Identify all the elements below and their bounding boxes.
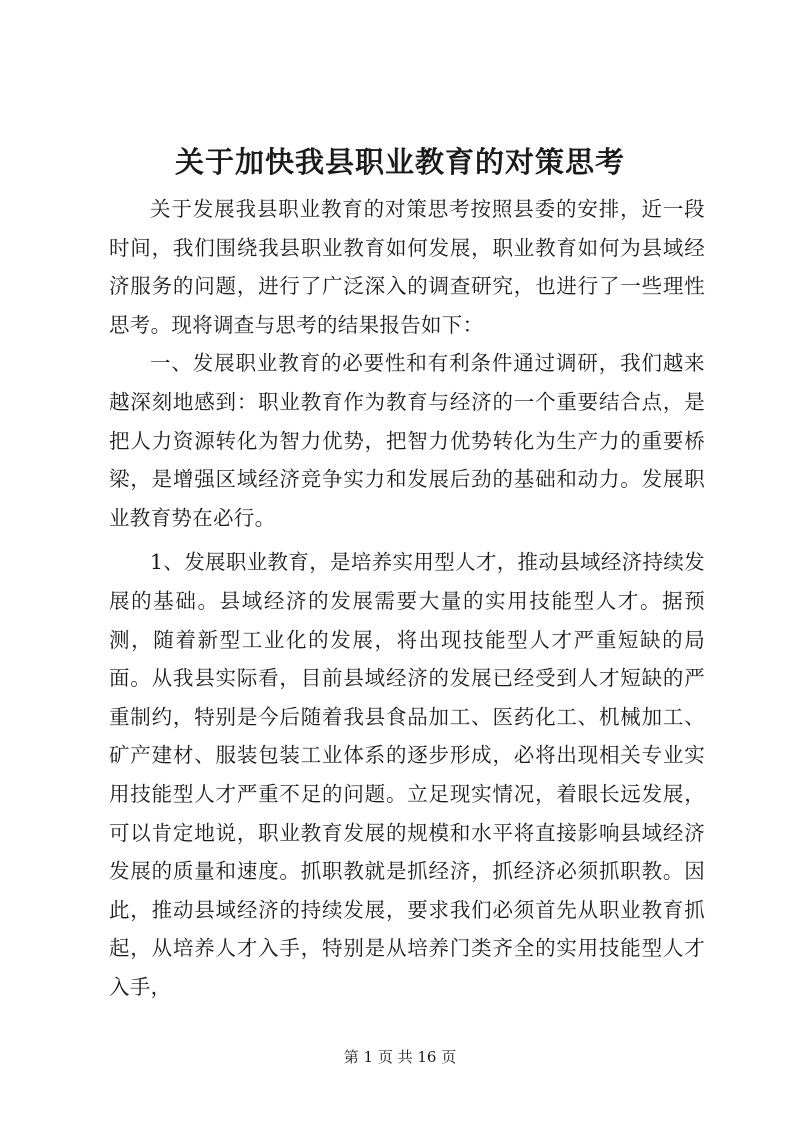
document-body [109,190,705,1006]
page-title: 关于加快我县职业教育的对策思考 [174,145,625,179]
paragraph-point-one: 1、发展职业教育，是培养实用型人才，推动县域经济持续发展的基础。县域经济的发展需要大量的实用技能型人才。据预测，随着新型工业化的发展，将出现技能型人才严重短缺的局面。从我县实际看，目前县域经济的发展已经受到人才短缺的严重制约，特别是今后随着我县食品加工、医药化工、机械加工、矿产建材、服装包装工业体系的逐步形成，必将出现相关专业实用技能型人才严重不足的问题。立足现实情况，着眼长远发展，可以肯定地说，职业教育发展的规模和水平将直接影响县域经济发展的质量和速度。抓职教就是抓经济，抓经济必须抓职教。因此，推动县域经济的持续发展，要求我们必须首先从职业教育抓起，从培养人才入手，特别是从培养门类齐全的实用技能型人才入手， [109,550,705,999]
page-number-label: 第 1 页 共 16 页 [343,1048,457,1066]
page-footer [0,1047,800,1067]
paragraph-section-one: 一、发展职业教育的必要性和有利条件通过调研，我们越来越深刻地感到：职业教育作为教育与经济的一个重要结合点，是把人力资源转化为智力优势，把智力优势转化为生产力的重要桥梁，是增强区域经济竞争实力和发展后劲的基础和动力。发展职业教育势在必行。 [109,351,705,530]
paragraph-intro: 关于发展我县职业教育的对策思考按照县委的安排，近一段时间，我们围绕我县职业教育如何发展，职业教育如何为县域经济服务的问题，进行了广泛深入的调查研究，也进行了一些理性思考。现将调查与思考的结果报告如下： [109,197,705,337]
